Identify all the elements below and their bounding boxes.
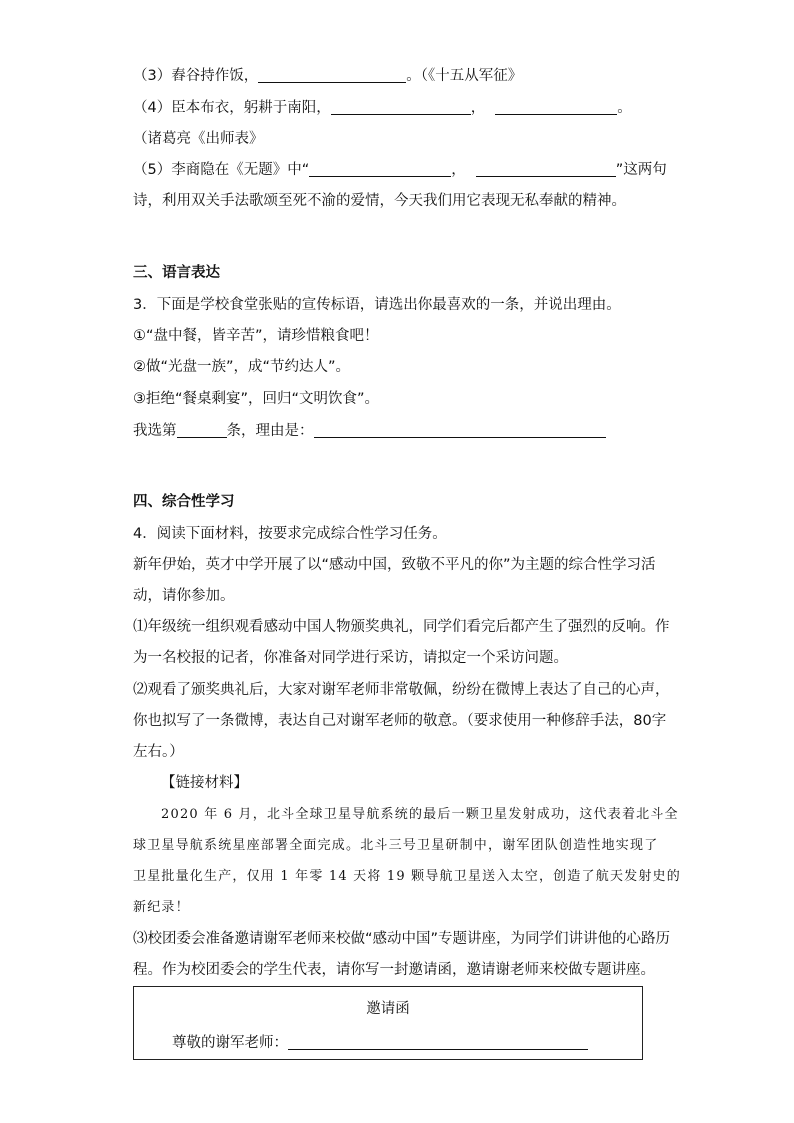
- q3-suffix: 。（《十五从军征》: [406, 68, 523, 84]
- question-line-4: [133, 98, 632, 118]
- answer-blank[interactable]: [258, 81, 406, 83]
- answer-prefix: 我选第: [133, 423, 177, 439]
- q3-prefix: （3）舂谷持作饭，: [133, 68, 259, 84]
- question-3: 3．下面是学校食堂张贴的宣传标语，请选出你最喜欢的一条，并说出理由。: [133, 297, 621, 313]
- option-2: ②做“光盘一族”，成“节约达人”。: [133, 359, 351, 375]
- task-2-line-1: ⑵观看了颁奖典礼后，大家对谢军老师非常敬佩，纷纷在微博上表达了自己的心声，: [133, 682, 670, 698]
- answer-blank[interactable]: [495, 113, 617, 115]
- link-material-line-1: 2020 年 6 月，北斗全球卫星导航系统的最后一颗卫星发射成功，这代表着北斗全: [161, 807, 679, 822]
- task-1-line-1: ⑴年级统一组织观看感动中国人物颁奖典礼，同学们看完后都产生了强烈的反响。作: [133, 619, 670, 635]
- answer-mid: 条，理由是：: [226, 423, 314, 439]
- invitation-box: [133, 986, 643, 1060]
- invitation-greeting: 尊敬的谢军老师：: [172, 1035, 288, 1051]
- q5-mid: ，: [451, 162, 466, 178]
- section-heading-4: 四、综合性学习: [133, 494, 235, 510]
- answer-blank[interactable]: [288, 1048, 588, 1050]
- task-2-line-2: 你也拟写了一条微博，表达自己对谢军老师的敬意。（要求使用一种修辞手法，80字: [133, 713, 667, 729]
- option-1: ①“盘中餐，皆辛苦”，请珍惜粮食吧！: [133, 328, 379, 344]
- intro-line-1: 新年伊始，英才中学开展了以“感动中国，致敬不平凡的你”为主题的综合性学习活: [133, 557, 656, 573]
- invitation-greeting-line: [172, 1031, 588, 1052]
- task-2-line-3: 左右。）: [133, 744, 184, 760]
- answer-blank[interactable]: [476, 175, 616, 177]
- q4-prefix: （4）臣本布衣，躬耕于南阳，: [133, 100, 331, 116]
- q4-mid: ，: [470, 100, 486, 116]
- q5-line-2: 诗，利用双关手法歌颂至死不渝的爱情，今天我们用它表现无私奉献的精神。: [133, 193, 626, 209]
- q4-end: 。: [617, 100, 632, 116]
- question-line-5: [133, 160, 667, 180]
- question-4: 4．阅读下面材料，按要求完成综合性学习任务。: [133, 526, 447, 542]
- link-material-line-4: 新纪录！: [133, 900, 190, 915]
- answer-blank[interactable]: [177, 436, 227, 438]
- task-3-line-1: ⑶校团委会准备邀请谢军老师来校做“感动中国”专题讲座，为同学们讲讲他的心路历: [133, 931, 671, 947]
- link-material-title: 【链接材料】: [161, 775, 248, 791]
- task-3-line-2: 程。作为校团委会的学生代表，请你写一封邀请函，邀请谢老师来校做专题讲座。: [133, 962, 655, 978]
- answer-blank[interactable]: [331, 113, 471, 115]
- intro-line-2: 动，请你参加。: [133, 588, 235, 604]
- option-3: ③拒绝“餐桌剩宴”，回归“文明饮食”。: [133, 391, 380, 407]
- q4-source: （诸葛亮《出师表》: [133, 131, 264, 147]
- q5-prefix: （5）李商隐在《无题》中“: [133, 162, 310, 178]
- answer-blank[interactable]: [309, 175, 451, 177]
- question-line-3: [133, 66, 522, 86]
- task-1-line-2: 为一名校报的记者，你准备对同学进行采访，请拟定一个采访问题。: [133, 650, 568, 666]
- link-material-line-3: 卫星批量化生产，仅用 1 年零 14 天将 19 颗导航卫星送入太空，创造了航天发射史的: [133, 869, 681, 884]
- link-material-line-2: 球卫星导航系统星座部署全面完成。北斗三号卫星研制中，谢军团队创造性地实现了: [133, 838, 659, 853]
- answer-line-3: [133, 421, 606, 441]
- q5-suffix: ”这两句: [615, 162, 667, 178]
- section-heading-3: 三、语言表达: [133, 265, 220, 281]
- answer-blank[interactable]: [314, 436, 606, 438]
- invitation-title: 邀请函: [366, 1001, 410, 1017]
